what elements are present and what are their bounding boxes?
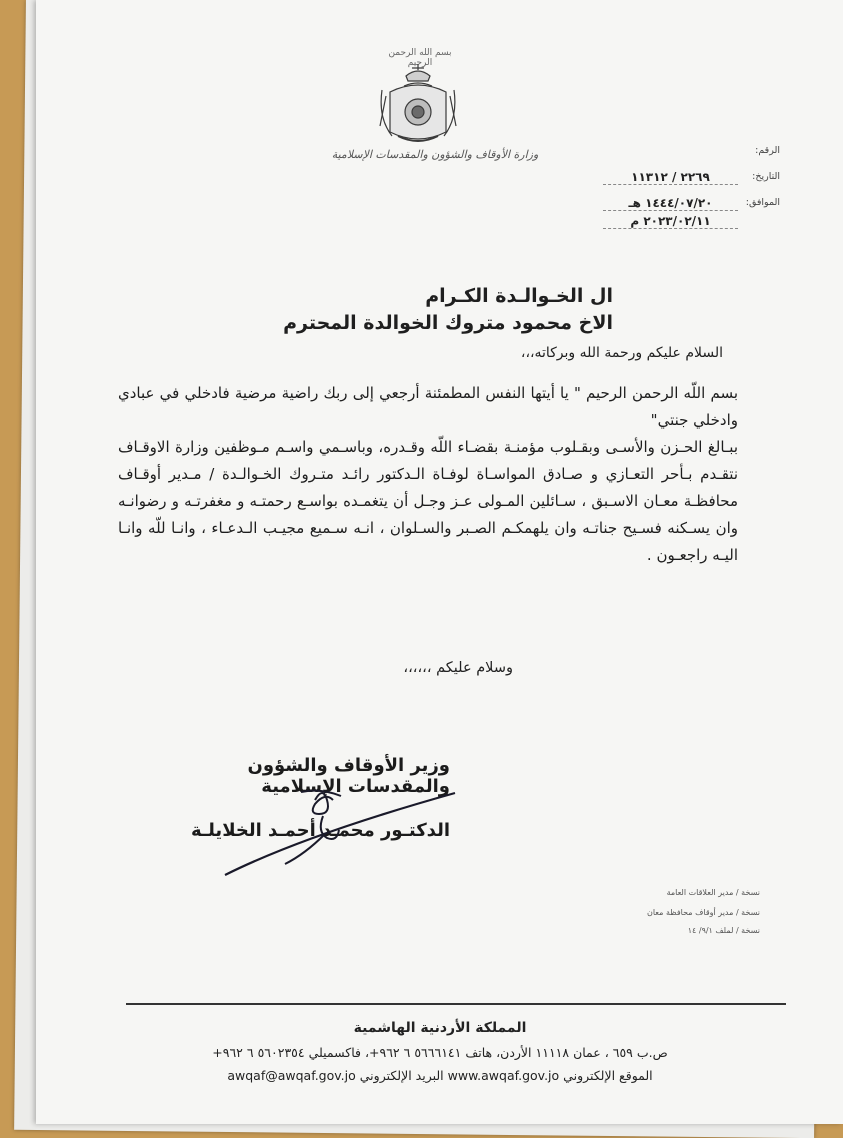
addressee-name: الاخ محمود متروك الخوالدة المحترم <box>283 312 613 334</box>
footer-email: awqaf@awqaf.gov.jo <box>227 1068 356 1083</box>
handwritten-signature <box>205 770 465 880</box>
addressee-family: ال الخـوالـدة الكـرام <box>425 285 613 307</box>
gregorian-date: ٢٠٢٣/٠٢/١١ م <box>603 214 738 229</box>
condolence-paragraph: ببـالغ الحـزن والأسـى وبقـلوب مؤمنـة بقضـاء اللّه وقـدره، وباسـمي واسـم مـوظفين وزارة الاوقـاف نتقـدم بـأحر التعـازي و صـادق المواسـاة لوفـاة الـدكتور رائـد متـروك الخـوالـدة / مـدير أوقـاف محافظـة معـان الاسـبق ، سـائلين المـولى عـز وجـل أن يتغمـده بواسـع رحمتـه و مغفرتـه و رضوانـه وان يسـكنه فسـيح جناتـه وان يلهمكـم الصـبر والسـلوان ، انـه سـميع مجيـب الـدعـاء ، وانـا للّه وانـا اليـه راجعـون . <box>118 438 738 564</box>
signatory-name: الدكتـور محمـد أحمـد الخلايلـة <box>191 820 450 841</box>
greeting: السلام عليكم ورحمة الله وبركاته،،، <box>520 345 723 361</box>
footer-web-url: www.awqaf.gov.jo <box>447 1068 560 1083</box>
quran-verse-paragraph: بسم اللّه الرحمن الرحيم " يا أيتها النفس المطمئنة أرجعي إلى ربك راضية مرضية فادخلي في عبادي وادخلي جنتي" <box>118 384 738 429</box>
basmala: بسم الله الرحمن الرحيم <box>388 48 452 68</box>
cc-line-3: نسخة / لملف ٩/١/ ١٤ <box>687 926 760 935</box>
ref-date-label: التاريخ: <box>752 171 780 182</box>
closing-line: وسلام عليكم ،،،،،، <box>403 660 513 676</box>
signatory-title: وزير الأوقاف والشؤون والمقدسات الإسلامية <box>247 755 450 797</box>
hijri-date: ١٤٤٤/٠٧/٢٠ هـ <box>603 196 738 211</box>
footer-web-label: الموقع الإلكتروني <box>563 1068 653 1083</box>
letter-body <box>118 380 738 569</box>
footer-address: ص.ب ٦٥٩ ، عمان ١١١١٨ الأردن، هاتف ٥٦٦٦١٤١ ٦ ٩٦٢+، فاكسميلي ٥٦٠٢٣٥٤ ٦ ٩٦٢+ <box>212 1045 668 1060</box>
reference-block <box>580 145 780 241</box>
ref-number-label: الرقم: <box>755 145 780 156</box>
footer-divider <box>126 1003 786 1005</box>
cc-line-2: نسخة / مدير أوقاف محافظة معان <box>646 908 760 917</box>
ministry-logo-text: وزارة الأوقاف والشؤون والمقدسات الإسلامية <box>331 148 539 161</box>
ref-date-value: ٢٢٦٩ / ١١٣١٢ <box>603 170 738 185</box>
jordan-crest-icon <box>368 62 468 150</box>
cc-line-1: نسخة / مدير العلاقات العامة <box>666 888 760 897</box>
footer-web-email <box>130 1068 750 1083</box>
footer-email-label: البريد الإلكتروني <box>359 1068 444 1083</box>
ref-corresponding-label: الموافق: <box>745 197 780 208</box>
footer-kingdom: المملكة الأردنية الهاشمية <box>353 1020 527 1036</box>
